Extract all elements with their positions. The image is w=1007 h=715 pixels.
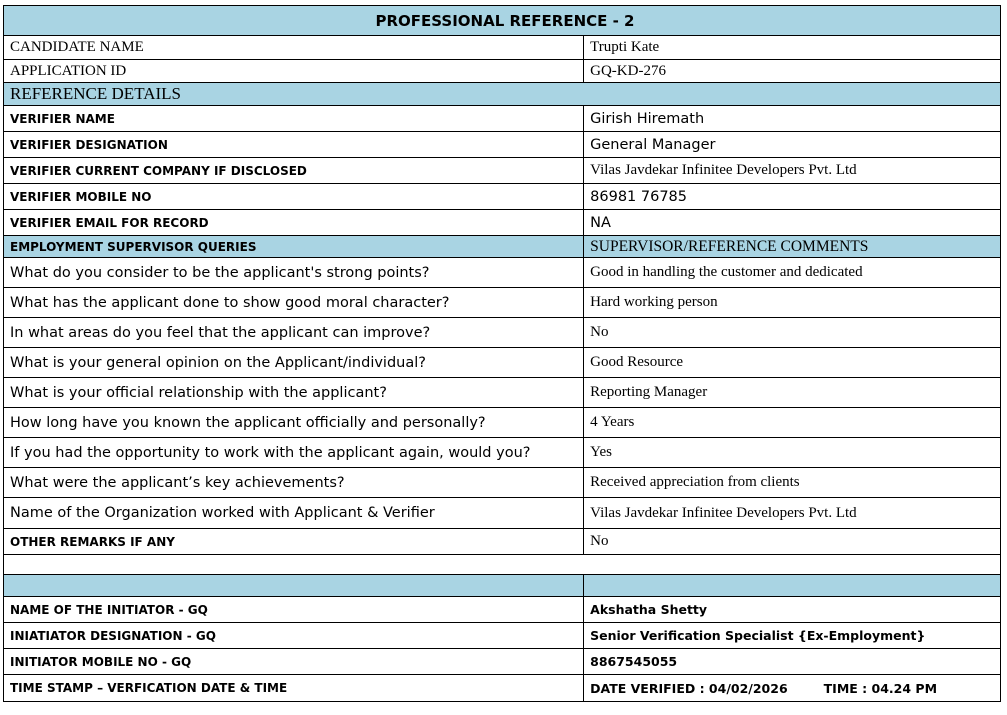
initiator-label: INITIATOR MOBILE NO - GQ [4, 649, 584, 675]
query-answer: Good Resource [584, 348, 1001, 378]
other-remarks-label: OTHER REMARKS IF ANY [4, 529, 584, 555]
initiator-row [4, 649, 1001, 675]
initiator-header-row [4, 575, 1001, 597]
verifier-value: NA [584, 210, 1001, 236]
reference-details-heading: REFERENCE DETAILS [4, 83, 1001, 106]
query-row [4, 318, 1001, 348]
application-id-value: GQ-KD-276 [584, 60, 1001, 83]
timestamp-value [584, 675, 1001, 702]
query-answer: No [584, 318, 1001, 348]
application-id-label: APPLICATION ID [4, 60, 584, 83]
query-answer: Vilas Javdekar Infinitee Developers Pvt. Ltd [584, 498, 1001, 529]
initiator-label: INIATIATOR DESIGNATION - GQ [4, 623, 584, 649]
query-answer: Reporting Manager [584, 378, 1001, 408]
query-answer: Yes [584, 438, 1001, 468]
verifier-label: VERIFIER NAME [4, 106, 584, 132]
query-row [4, 258, 1001, 288]
candidate-name-value: Trupti Kate [584, 36, 1001, 60]
queries-header-right: SUPERVISOR/REFERENCE COMMENTS [584, 236, 1001, 258]
verifier-label: VERIFIER EMAIL FOR RECORD [4, 210, 584, 236]
query-row [4, 498, 1001, 529]
verified-time: TIME : 04.24 PM [823, 680, 938, 696]
initiator-header-right [584, 575, 1001, 597]
query-question: If you had the opportunity to work with the applicant again, would you? [4, 438, 584, 468]
reference-form-table [3, 5, 1001, 702]
query-answer: Good in handling the customer and dedicated [584, 258, 1001, 288]
application-id-row [4, 60, 1001, 83]
verifier-label: VERIFIER CURRENT COMPANY IF DISCLOSED [4, 158, 584, 184]
verified-date: DATE VERIFIED : 04/02/2026 [590, 680, 788, 696]
initiator-row [4, 597, 1001, 623]
queries-header-row [4, 236, 1001, 258]
timestamp-row [4, 675, 1001, 702]
query-row [4, 408, 1001, 438]
verifier-row [4, 184, 1001, 210]
initiator-row [4, 623, 1001, 649]
query-question: What do you consider to be the applicant's strong points? [4, 258, 584, 288]
queries-header-left: EMPLOYMENT SUPERVISOR QUERIES [4, 236, 584, 258]
initiator-value: Senior Verification Specialist {Ex-Employment} [584, 623, 1001, 649]
verifier-value: Girish Hiremath [584, 106, 1001, 132]
query-row [4, 378, 1001, 408]
timestamp-label: TIME STAMP – VERFICATION DATE & TIME [4, 675, 584, 702]
query-question: How long have you known the applicant officially and personally? [4, 408, 584, 438]
reference-details-row [4, 83, 1001, 106]
candidate-name-label: CANDIDATE NAME [4, 36, 584, 60]
title-row [4, 6, 1001, 36]
verifier-label: VERIFIER MOBILE NO [4, 184, 584, 210]
verifier-row [4, 132, 1001, 158]
other-remarks-row [4, 529, 1001, 555]
verifier-row [4, 158, 1001, 184]
query-row [4, 348, 1001, 378]
initiator-value: Akshatha Shetty [584, 597, 1001, 623]
query-row [4, 288, 1001, 318]
query-answer: Received appreciation from clients [584, 468, 1001, 498]
verifier-value: Vilas Javdekar Infinitee Developers Pvt. Ltd [584, 158, 1001, 184]
query-question: In what areas do you feel that the applicant can improve? [4, 318, 584, 348]
verifier-row [4, 106, 1001, 132]
query-question: What is your official relationship with the applicant? [4, 378, 584, 408]
query-question: What has the applicant done to show good moral character? [4, 288, 584, 318]
spacer-cell [4, 555, 1001, 575]
query-question: What were the applicant’s key achievements? [4, 468, 584, 498]
query-row [4, 468, 1001, 498]
initiator-header-left [4, 575, 584, 597]
verifier-row [4, 210, 1001, 236]
initiator-value: 8867545055 [584, 649, 1001, 675]
initiator-label: NAME OF THE INITIATOR - GQ [4, 597, 584, 623]
query-answer: Hard working person [584, 288, 1001, 318]
query-question: What is your general opinion on the Applicant/individual? [4, 348, 584, 378]
query-row [4, 438, 1001, 468]
spacer-row [4, 555, 1001, 575]
form-title: PROFESSIONAL REFERENCE - 2 [4, 6, 1001, 36]
candidate-name-row [4, 36, 1001, 60]
verifier-value: 86981 76785 [584, 184, 1001, 210]
verifier-label: VERIFIER DESIGNATION [4, 132, 584, 158]
query-answer: 4 Years [584, 408, 1001, 438]
verifier-value: General Manager [584, 132, 1001, 158]
query-question: Name of the Organization worked with Applicant & Verifier [4, 498, 584, 529]
other-remarks-value: No [584, 529, 1001, 555]
